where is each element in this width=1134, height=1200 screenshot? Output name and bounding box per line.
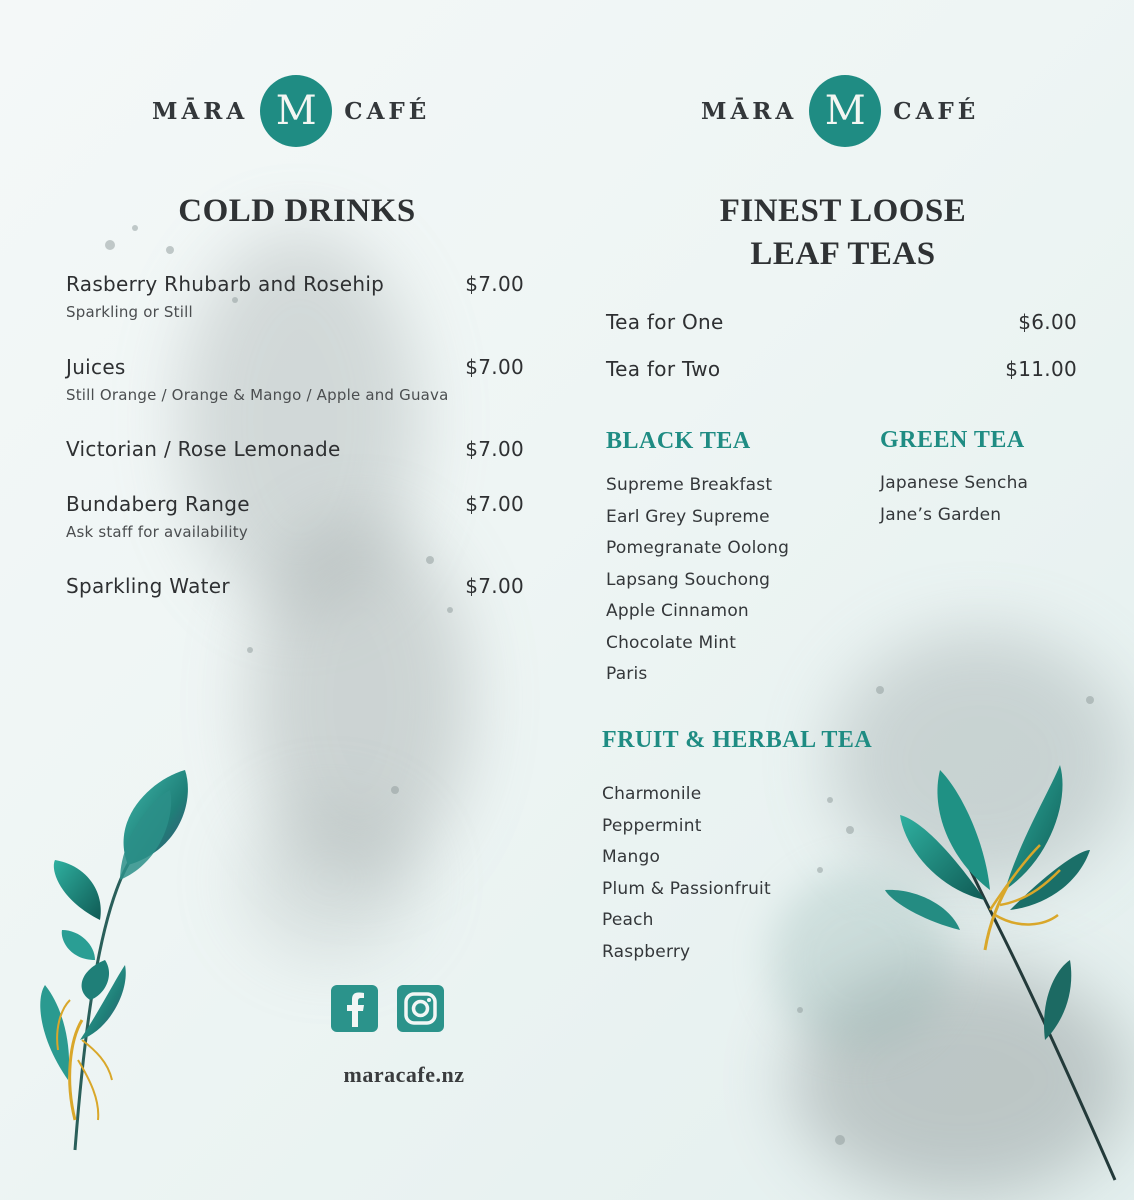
cold-drinks-heading: COLD DRINKS — [178, 193, 416, 229]
brand-logo — [152, 75, 430, 147]
list-item: Japanese Sencha — [880, 473, 1029, 493]
tea-pricing-price: $6.00 — [1018, 310, 1077, 334]
list-item: Peppermint — [602, 815, 702, 836]
menu-item — [66, 437, 524, 461]
brand-word-mara: MĀRA — [152, 97, 249, 125]
item-note: Ask staff for availability — [66, 523, 248, 541]
brand-word-cafe: CAFÉ — [893, 97, 980, 125]
brand-logo — [701, 75, 979, 147]
teas-heading-line1: FINEST LOOSE — [719, 193, 967, 229]
tea-pricing-name: Tea for Two — [606, 357, 721, 381]
brand-word-cafe: CAFÉ — [344, 97, 431, 125]
black-tea-heading: BLACK TEA — [606, 428, 751, 454]
list-item: Plum & Passionfruit — [602, 878, 771, 899]
tea-pricing-row — [606, 357, 1077, 381]
green-tea-heading: GREEN TEA — [880, 427, 1025, 453]
teas-panel — [567, 0, 1134, 1200]
black-tea-list — [606, 470, 789, 691]
list-item: Jane’s Garden — [880, 504, 1002, 525]
list-item: Paris — [606, 664, 648, 684]
menu-item — [66, 492, 524, 541]
item-price: $7.00 — [465, 355, 524, 379]
list-item: Pomegranate Oolong — [606, 538, 790, 558]
tea-pricing-name: Tea for One — [606, 310, 724, 334]
tea-pricing-price: $11.00 — [1005, 357, 1077, 381]
herbal-tea-list — [602, 779, 771, 968]
list-item: Charmonile — [602, 784, 702, 804]
green-tea-list — [880, 468, 1028, 531]
herbal-tea-heading: FRUIT & HERBAL TEA — [602, 727, 873, 753]
item-note: Sparkling or Still — [66, 303, 193, 321]
list-item: Mango — [602, 847, 661, 867]
item-price: $7.00 — [465, 574, 524, 598]
brand-monogram: M — [809, 75, 881, 147]
social-links — [331, 985, 444, 1032]
facebook-glyph — [331, 985, 378, 1032]
item-name: Rasberry Rhubarb and Rosehip — [66, 272, 385, 296]
list-item: Lapsang Souchong — [606, 569, 771, 590]
menu-item — [66, 272, 524, 321]
list-item: Earl Grey Supreme — [606, 506, 770, 527]
item-name: Bundaberg Range — [66, 492, 250, 516]
item-name: Victorian / Rose Lemonade — [66, 437, 341, 461]
brand-monogram: M — [260, 75, 332, 147]
facebook-icon[interactable] — [331, 985, 378, 1032]
item-name: Sparkling Water — [66, 574, 230, 598]
item-price: $7.00 — [465, 492, 524, 516]
teas-heading — [567, 190, 1119, 276]
list-item: Chocolate Mint — [606, 632, 737, 653]
item-note: Still Orange / Orange & Mango / Apple and Guava — [66, 386, 449, 404]
list-item: Raspberry — [602, 941, 691, 962]
item-price: $7.00 — [465, 437, 524, 461]
website-link[interactable]: maracafe.nz — [343, 1062, 465, 1087]
instagram-glyph — [397, 985, 444, 1032]
list-item: Peach — [602, 910, 654, 930]
list-item: Supreme Breakfast — [606, 475, 773, 495]
item-name: Juices — [66, 355, 126, 379]
menu-item — [66, 355, 524, 404]
instagram-icon[interactable] — [397, 985, 444, 1032]
tea-pricing-row — [606, 310, 1077, 334]
teas-heading-line2: LEAF TEAS — [750, 236, 936, 272]
item-price: $7.00 — [465, 272, 524, 296]
brand-word-mara: MĀRA — [701, 97, 798, 125]
list-item: Apple Cinnamon — [606, 601, 749, 621]
menu-item — [66, 574, 524, 598]
